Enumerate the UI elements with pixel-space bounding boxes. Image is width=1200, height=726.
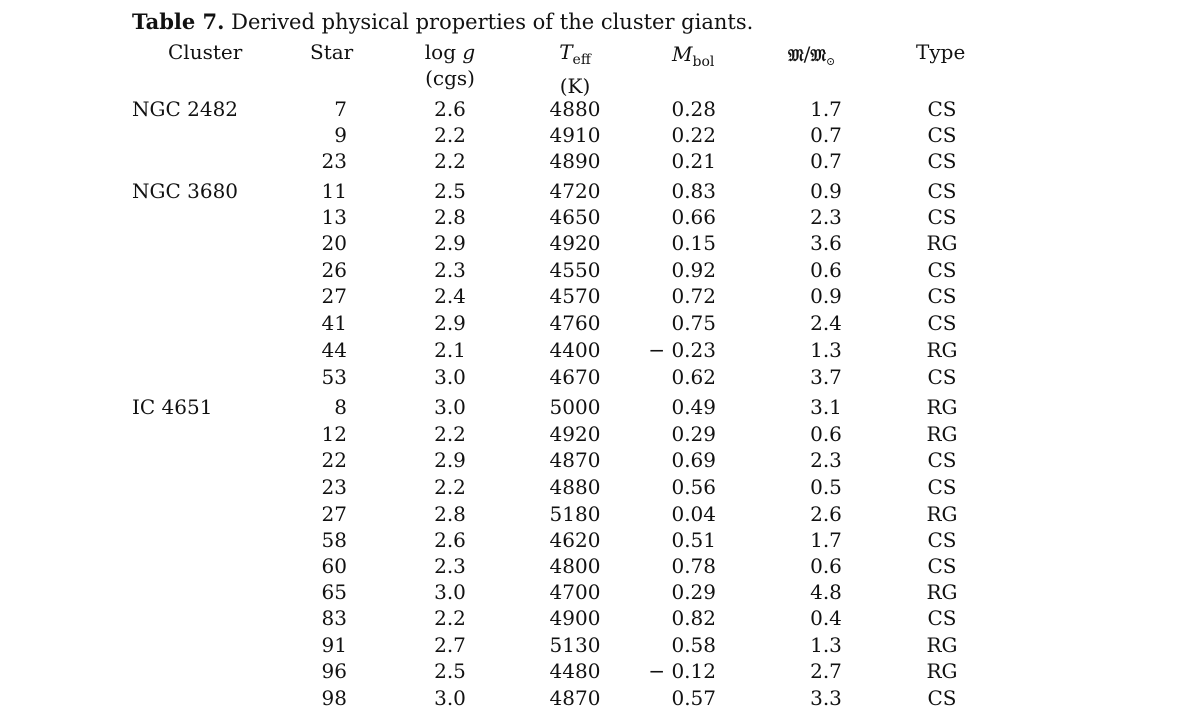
cell-star: 27	[321, 284, 347, 308]
cell-teff: 4890	[549, 149, 601, 173]
cell-star: 96	[321, 659, 347, 683]
cell-mbol: 0.69	[671, 448, 716, 472]
cell-star: 8	[334, 395, 347, 419]
column-header-teff-unit: (K)	[559, 74, 591, 98]
cell-logg: 2.3	[434, 258, 466, 282]
cell-logg: 2.6	[434, 97, 466, 121]
cell-mbol: − 0.23	[648, 338, 716, 362]
cell-teff: 4910	[549, 123, 601, 147]
cell-mbol: 0.83	[671, 179, 716, 203]
cell-star: 41	[321, 311, 347, 335]
cell-teff: 4920	[549, 422, 601, 446]
cell-mass: 2.3	[810, 448, 842, 472]
cell-mass: 1.3	[810, 338, 842, 362]
cell-mass: 0.9	[810, 284, 842, 308]
cell-mass: 1.3	[810, 633, 842, 657]
cell-teff: 5000	[549, 395, 601, 419]
cell-star: 7	[334, 97, 347, 121]
cell-logg: 3.0	[434, 686, 466, 710]
cell-type: CS	[927, 284, 957, 308]
cell-type: CS	[927, 149, 957, 173]
cell-logg: 2.8	[434, 502, 466, 526]
cell-type: CS	[927, 205, 957, 229]
column-header-mbol: $M_{bol}$	[672, 42, 715, 70]
cell-mbol: 0.57	[671, 686, 716, 710]
cell-logg: 2.7	[434, 633, 466, 657]
cell-mass: 1.7	[810, 97, 842, 121]
column-header-logg-label: log g	[424, 40, 476, 64]
cell-mass: 3.6	[810, 231, 842, 255]
cell-mbol: 0.72	[671, 284, 716, 308]
cell-mass: 2.3	[810, 205, 842, 229]
cell-star: 91	[321, 633, 347, 657]
cell-type: CS	[927, 448, 957, 472]
cell-type: RG	[926, 231, 958, 255]
cell-star: 20	[321, 231, 347, 255]
cell-logg: 3.0	[434, 365, 466, 389]
table-caption-label: Table 7.	[132, 9, 225, 34]
cell-logg: 2.4	[434, 284, 466, 308]
cell-star: 27	[321, 502, 347, 526]
cell-mass: 3.1	[810, 395, 842, 419]
cell-type: CS	[927, 528, 957, 552]
cell-mass: 0.6	[810, 422, 842, 446]
cell-logg: 2.2	[434, 149, 466, 173]
cell-star: 11	[321, 179, 347, 203]
cell-type: CS	[927, 554, 957, 578]
cell-star: 23	[321, 475, 347, 499]
column-header-mass-ratio: 𝔐/𝔐$_⊙$	[788, 42, 836, 68]
cell-type: CS	[927, 475, 957, 499]
cell-mass: 2.7	[810, 659, 842, 683]
cell-star: 12	[321, 422, 347, 446]
cell-mbol: 0.28	[671, 97, 716, 121]
column-header-logg	[405, 40, 495, 90]
cell-star: 23	[321, 149, 347, 173]
cell-type: RG	[926, 422, 958, 446]
cell-mass: 4.8	[810, 580, 842, 604]
cell-logg: 2.9	[434, 311, 466, 335]
cell-logg: 2.3	[434, 554, 466, 578]
cell-type: CS	[927, 97, 957, 121]
cell-teff: 4620	[549, 528, 601, 552]
cell-star: 83	[321, 606, 347, 630]
cell-type: RG	[926, 502, 958, 526]
cell-mass: 2.6	[810, 502, 842, 526]
cell-teff: 4870	[549, 686, 601, 710]
cell-teff: 4920	[549, 231, 601, 255]
cell-mbol: 0.51	[671, 528, 716, 552]
cell-star: 44	[321, 338, 347, 362]
cell-teff: 4670	[549, 365, 601, 389]
cell-logg: 2.1	[434, 338, 466, 362]
table-caption	[132, 8, 753, 36]
cell-teff: 4720	[549, 179, 601, 203]
cell-mass: 3.3	[810, 686, 842, 710]
cell-mass: 0.9	[810, 179, 842, 203]
cell-star: 9	[334, 123, 347, 147]
cell-teff: 4480	[549, 659, 601, 683]
cell-star: 26	[321, 258, 347, 282]
cell-mass: 1.7	[810, 528, 842, 552]
cell-logg: 2.8	[434, 205, 466, 229]
cell-mbol: 0.29	[671, 580, 716, 604]
cell-logg: 2.5	[434, 179, 466, 203]
cell-star: 13	[321, 205, 347, 229]
cell-type: CS	[927, 686, 957, 710]
cell-mass: 2.4	[810, 311, 842, 335]
cell-cluster: NGC 3680	[132, 179, 239, 203]
cell-type: RG	[926, 338, 958, 362]
table-caption-text: Derived physical properties of the cluster giants.	[231, 10, 754, 34]
cell-mass: 0.7	[810, 123, 842, 147]
column-header-logg-unit: (cgs)	[425, 66, 475, 90]
cell-logg: 2.2	[434, 475, 466, 499]
column-header-teff	[530, 40, 620, 98]
cell-mass: 0.4	[810, 606, 842, 630]
cell-logg: 2.5	[434, 659, 466, 683]
column-header-star: Star	[310, 40, 354, 64]
cell-logg: 2.9	[434, 231, 466, 255]
cell-mass: 0.5	[810, 475, 842, 499]
cell-mbol: 0.78	[671, 554, 716, 578]
cell-teff: 4550	[549, 258, 601, 282]
cell-type: CS	[927, 123, 957, 147]
cell-mbol: 0.49	[671, 395, 716, 419]
cell-mass: 0.6	[810, 258, 842, 282]
cell-logg: 2.2	[434, 422, 466, 446]
cell-teff: 4400	[549, 338, 601, 362]
cell-teff: 5180	[549, 502, 601, 526]
cell-teff: 4880	[549, 97, 601, 121]
cell-logg: 2.2	[434, 606, 466, 630]
cell-mbol: 0.29	[671, 422, 716, 446]
column-header-type: Type	[916, 40, 966, 64]
cell-teff: 4900	[549, 606, 601, 630]
cell-type: RG	[926, 633, 958, 657]
cell-type: RG	[926, 580, 958, 604]
cell-star: 58	[321, 528, 347, 552]
cell-teff: 4650	[549, 205, 601, 229]
cell-mbol: 0.82	[671, 606, 716, 630]
cell-type: CS	[927, 311, 957, 335]
cell-logg: 3.0	[434, 395, 466, 419]
cell-cluster: IC 4651	[132, 395, 213, 419]
column-header-teff-label: $T_{eff}$	[559, 40, 591, 68]
cell-star: 60	[321, 554, 347, 578]
cell-teff: 4870	[549, 448, 601, 472]
cell-logg: 2.9	[434, 448, 466, 472]
cell-type: RG	[926, 395, 958, 419]
cell-star: 65	[321, 580, 347, 604]
cell-type: CS	[927, 365, 957, 389]
cell-type: CS	[927, 606, 957, 630]
cell-mbol: 0.22	[671, 123, 716, 147]
cell-mbol: 0.58	[671, 633, 716, 657]
cell-type: CS	[927, 179, 957, 203]
cell-teff: 4570	[549, 284, 601, 308]
cell-star: 22	[321, 448, 347, 472]
cell-mbol: 0.56	[671, 475, 716, 499]
cell-type: CS	[927, 258, 957, 282]
cell-mass: 3.7	[810, 365, 842, 389]
cell-star: 53	[321, 365, 347, 389]
cell-mbol: 0.15	[671, 231, 716, 255]
cell-mbol: − 0.12	[648, 659, 716, 683]
cell-teff: 4800	[549, 554, 601, 578]
cell-mbol: 0.75	[671, 311, 716, 335]
cell-teff: 4880	[549, 475, 601, 499]
cell-mbol: 0.04	[671, 502, 716, 526]
cell-teff: 4700	[549, 580, 601, 604]
cell-mass: 0.6	[810, 554, 842, 578]
cell-logg: 2.6	[434, 528, 466, 552]
cell-type: RG	[926, 659, 958, 683]
cell-cluster: NGC 2482	[132, 97, 239, 121]
cell-star: 98	[321, 686, 347, 710]
cell-mbol: 0.66	[671, 205, 716, 229]
cell-mbol: 0.21	[671, 149, 716, 173]
cell-mass: 0.7	[810, 149, 842, 173]
cell-teff: 4760	[549, 311, 601, 335]
cell-mbol: 0.92	[671, 258, 716, 282]
cell-logg: 3.0	[434, 580, 466, 604]
cell-teff: 5130	[549, 633, 601, 657]
cell-logg: 2.2	[434, 123, 466, 147]
column-header-cluster: Cluster	[168, 40, 243, 64]
cell-mbol: 0.62	[671, 365, 716, 389]
